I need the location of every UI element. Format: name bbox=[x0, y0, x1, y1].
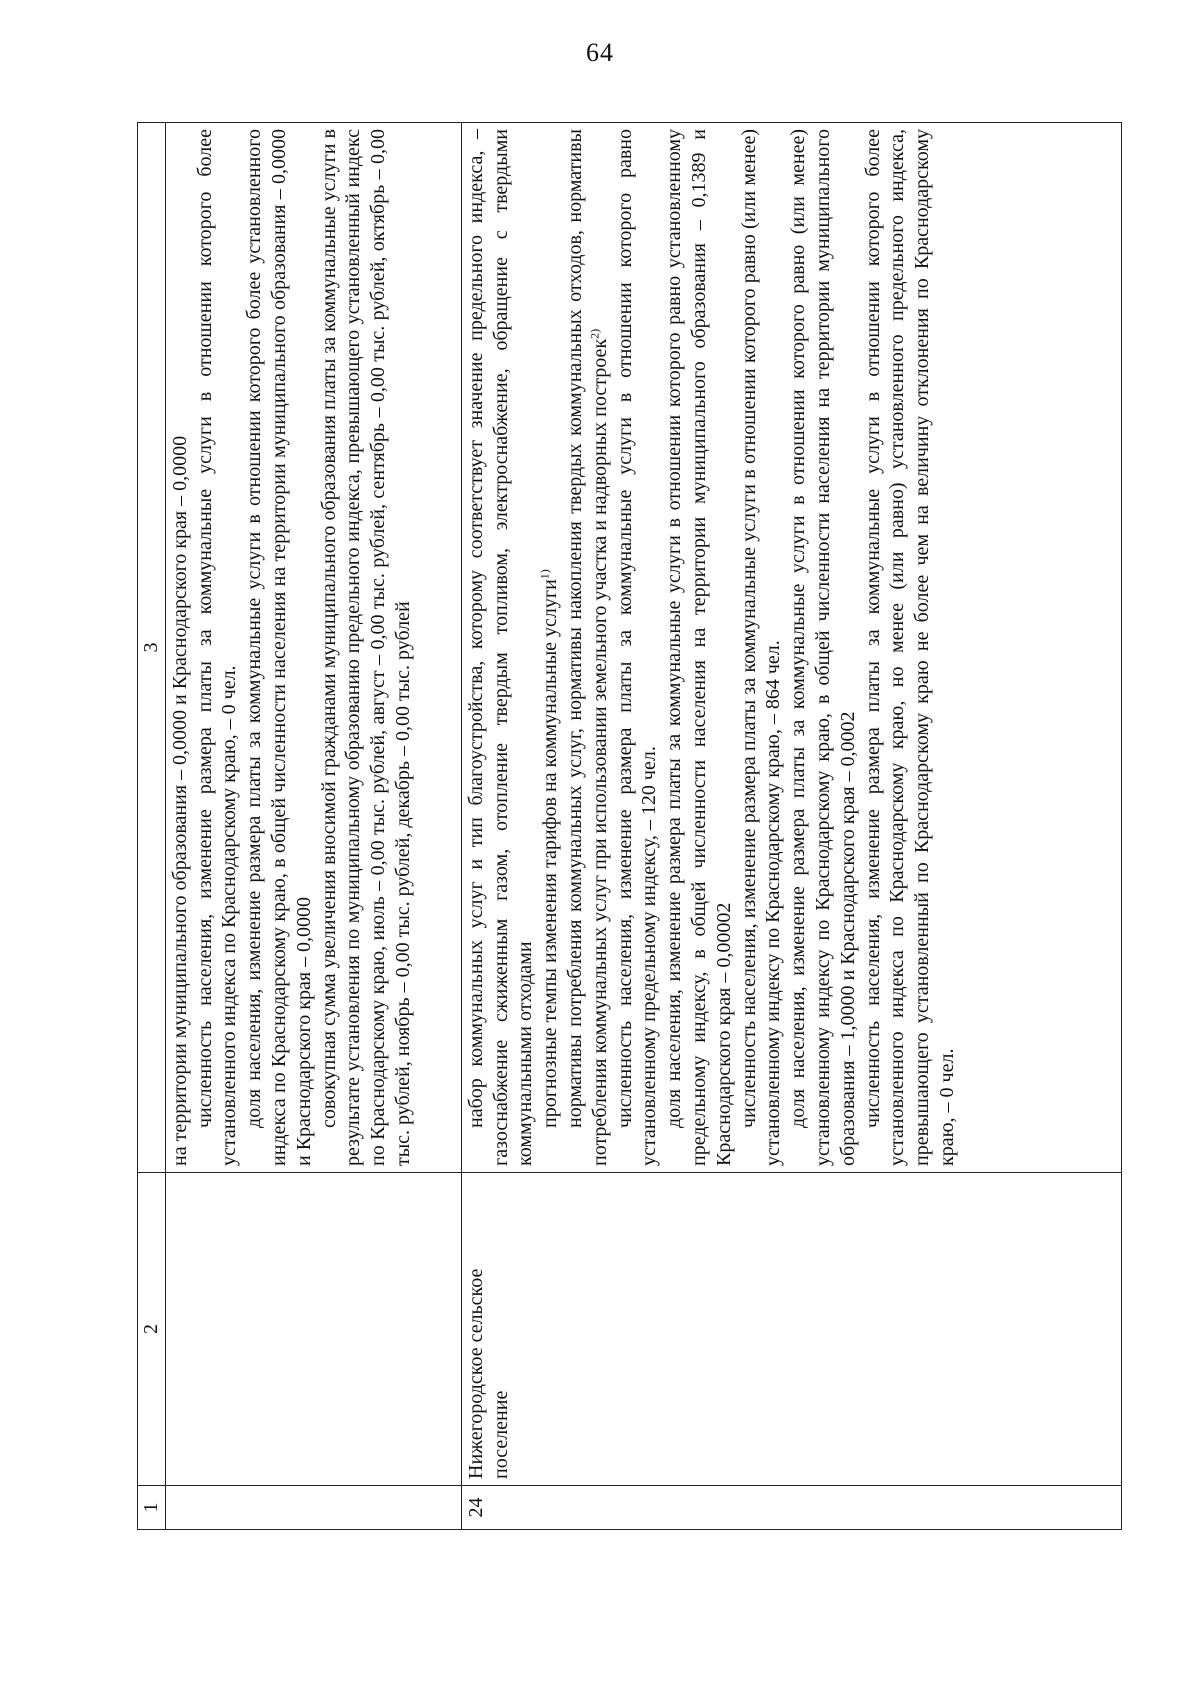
row-number-cell bbox=[165, 1486, 461, 1530]
header-col-1: 1 bbox=[138, 1486, 166, 1530]
footnote-marker: 1) bbox=[537, 569, 552, 580]
description-cell bbox=[165, 123, 461, 1173]
paragraph: численность населения, изменение размера платы за коммунальные услуги в отношении которого равно установленному предельному индексу, – 120 чел. bbox=[613, 129, 661, 1166]
paragraph-text: нормативы потребления коммунальных услуг, нормативы накопления твердых коммунальных отходов, нормативы потребления коммунальных услуг при использовании земельного участка и надворных построек bbox=[563, 129, 611, 1166]
table-row bbox=[165, 123, 461, 1530]
header-col-3: 3 bbox=[138, 123, 166, 1173]
rotated-table-container bbox=[137, 123, 1122, 1530]
paragraph bbox=[538, 129, 563, 1166]
settlement-name-cell bbox=[165, 1173, 461, 1486]
row-number-cell: 24 bbox=[461, 1486, 1121, 1530]
settlement-name-cell: Нижегородское сельское поселение bbox=[461, 1173, 1121, 1486]
paragraph: совокупная сумма увеличения вносимой гражданами муниципального образования платы за коммунальные услуги в результате установления по муниципальному образованию предельного индекса, превышающего установленный индекс по Краснодарскому краю, июль – 0,00 тыс. рублей, август – 0,00 тыс. рублей, сентябрь – 0,00 тыс. рублей, октябрь – 0,00 тыс. рублей, ноябрь – 0,00 тыс. рублей, декабрь – 0,00 тыс. рублей bbox=[317, 129, 414, 1166]
paragraph: набор коммунальных услуг и тип благоустройства, которому соответствует значение предельного индекса, – газоснабжение сжиженным газом, отопление твердым топливом, электроснабжение, обращение с твердыми коммунальными отходами bbox=[464, 129, 537, 1166]
paragraph: доля населения, изменение размера платы за коммунальные услуги в отношении которого более установленного индекса по Краснодарскому краю, в общей численности населения на территории муниципального образования – 0,0000 и Краснодарского края – 0,0000 bbox=[243, 129, 315, 1166]
table-row bbox=[461, 123, 1121, 1530]
paragraph: доля населения, изменение размера платы за коммунальные услуги в отношении которого равно установленному предельному индексу, в общей численности населения на территории муниципального образования – 0,1389 и Краснодарского края – 0,00002 bbox=[663, 129, 735, 1166]
tariff-table bbox=[137, 122, 1122, 1530]
paragraph-text: прогнозные темпы изменения тарифов на коммунальные услуги bbox=[539, 579, 562, 1128]
paragraph: численность населения, изменение размера платы за коммунальные услуги в отношении которого более установленного индекса по Краснодарскому краю, но менее (или равно) установленного предельного индекса, превышающего установленный по Краснодарскому краю не более чем на величину отклонения по Краснодарскому краю, – 0 чел. bbox=[861, 129, 958, 1166]
page-number: 64 bbox=[586, 38, 614, 67]
description-cell bbox=[461, 123, 1121, 1173]
table-header-row bbox=[138, 123, 166, 1530]
paragraph: доля населения, изменение размера платы за коммунальные услуги в отношении которого равно (или менее) установленному индексу по Краснодарскому краю, в общей численности населения на территории муниципального образования – 1,0000 и Краснодарского края – 0,0002 bbox=[787, 129, 859, 1166]
footnote-marker: 2) bbox=[587, 328, 602, 339]
paragraph: численность населения, изменение размера платы за коммунальные услуги в отношении которого равно (или менее) установленному индексу по Краснодарскому краю, – 864 чел. bbox=[737, 129, 785, 1166]
header-col-2: 2 bbox=[138, 1173, 166, 1486]
paragraph: на территории муниципального образования – 0,0000 и Краснодарского края – 0,0000 bbox=[168, 435, 191, 1166]
paragraph: численность населения, изменение размера платы за коммунальные услуги в отношении которого более установленного индекса по Краснодарскому краю, – 0 чел. bbox=[193, 129, 241, 1166]
paragraph bbox=[563, 129, 613, 1166]
